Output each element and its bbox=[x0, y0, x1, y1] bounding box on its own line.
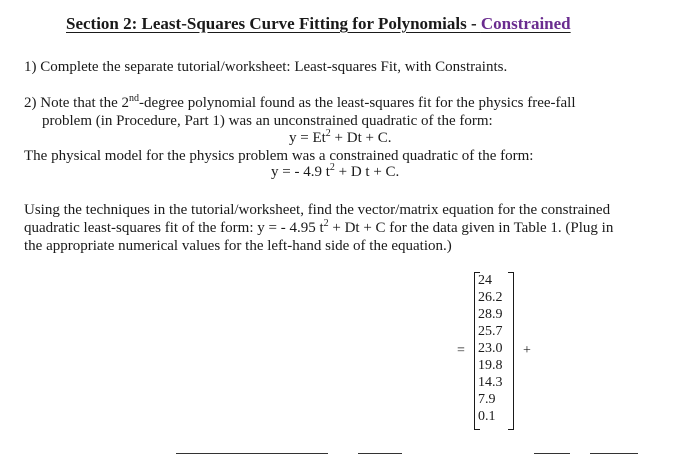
eq2-exponent: 2 bbox=[329, 162, 335, 173]
eq2-post: + D t + C. bbox=[334, 164, 400, 180]
vector-entry: 19.8 bbox=[478, 358, 503, 373]
paragraph-line-1: Using the techniques in the tutorial/worksheet, find the vector/matrix equation for the constrained bbox=[24, 202, 611, 218]
paragraph-line-2-post: + Dt + C for the data given in Table 1. (Plug in bbox=[328, 220, 614, 236]
paragraph-exponent: 2 bbox=[323, 218, 329, 229]
eq2-pre: y = - 4.9 t bbox=[271, 164, 330, 180]
item-2-line-3: The physical model for the physics problem was a constrained quadratic of the form: bbox=[24, 148, 534, 164]
data-vector bbox=[474, 272, 514, 430]
item-1-text: 1) Complete the separate tutorial/worksheet: Least-squares Fit, with Constraints. bbox=[24, 59, 508, 75]
equals-sign: = bbox=[457, 343, 465, 358]
item-2-line-1 bbox=[24, 94, 576, 112]
vector-entry: 25.7 bbox=[478, 324, 503, 339]
vector-entry: 28.9 bbox=[478, 307, 503, 322]
answer-blank-4[interactable] bbox=[590, 453, 638, 454]
paragraph-line-3: the appropriate numerical values for the left-hand side of the equation.) bbox=[24, 238, 452, 254]
answer-blank-3[interactable] bbox=[534, 453, 570, 454]
vector-entry: 0.1 bbox=[478, 409, 496, 424]
vector-entry: 14.3 bbox=[478, 375, 503, 390]
section-title-main: Section 2: Least-Squares Curve Fitting for Polynomials - bbox=[66, 14, 481, 33]
paragraph-line-2 bbox=[24, 219, 613, 237]
plus-sign: + bbox=[523, 343, 531, 358]
constrained-equation bbox=[271, 164, 399, 181]
vector-entry: 24 bbox=[478, 273, 492, 288]
vector-entry: 23.0 bbox=[478, 341, 503, 356]
eq1-exponent: 2 bbox=[325, 128, 331, 139]
section-title bbox=[66, 14, 571, 34]
vector-entry: 7.9 bbox=[478, 392, 496, 407]
constrained-link[interactable]: Constrained bbox=[480, 14, 571, 33]
item-2-line-2: problem (in Procedure, Part 1) was an unconstrained quadratic of the form: bbox=[42, 113, 493, 129]
eq1-pre: y = Et bbox=[289, 130, 326, 146]
item-2-line-1-pre: 2) Note that the 2 bbox=[24, 95, 129, 111]
vector-entry: 26.2 bbox=[478, 290, 503, 305]
item-2-superscript: nd bbox=[128, 93, 139, 104]
right-bracket bbox=[508, 272, 514, 430]
unconstrained-equation bbox=[289, 130, 391, 147]
answer-blank-1[interactable] bbox=[176, 453, 328, 454]
answer-blank-2[interactable] bbox=[358, 453, 402, 454]
item-2-line-1-post: -degree polynomial found as the least-squares fit for the physics free-fall bbox=[138, 95, 576, 111]
paragraph-line-2-pre: quadratic least-squares fit of the form: y = - 4.95 t bbox=[24, 220, 324, 236]
eq1-post: + Dt + C. bbox=[330, 130, 392, 146]
